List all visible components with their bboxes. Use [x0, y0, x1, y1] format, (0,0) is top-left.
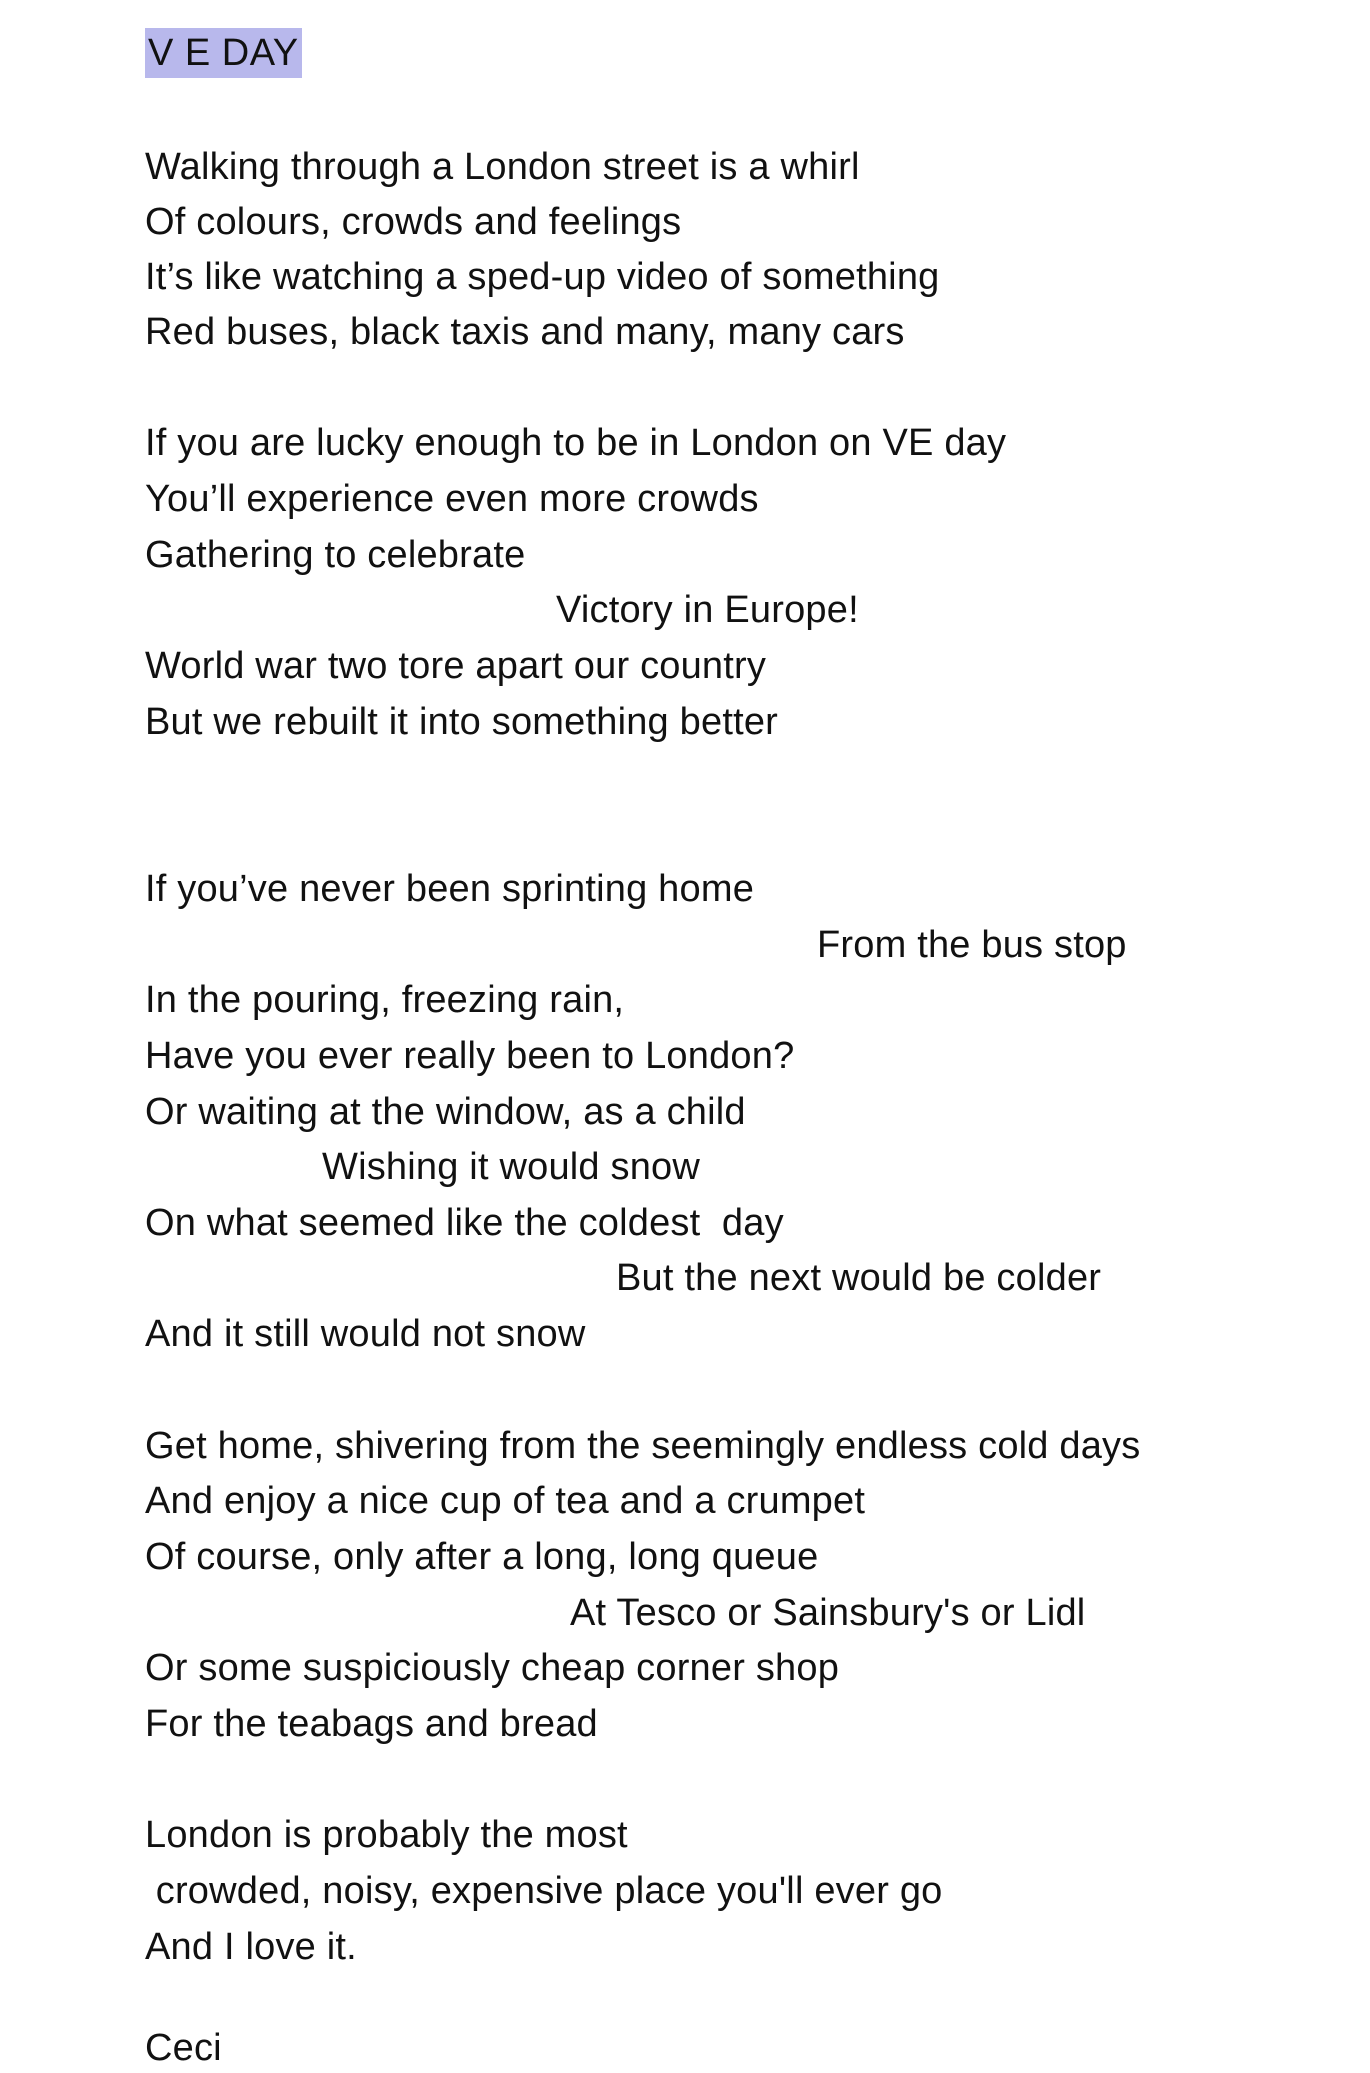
poem-line: Wishing it would snow: [322, 1146, 701, 1188]
poem-title: V E DAY: [145, 28, 302, 78]
poem-line: But the next would be colder: [616, 1257, 1102, 1299]
poem-line: London is probably the most: [145, 1814, 628, 1856]
poem-line: Get home, shivering from the seemingly endless cold days: [145, 1425, 1141, 1467]
poem-line: It’s like watching a sped-up video of something: [145, 256, 940, 298]
poem-line: You’ll experience even more crowds: [145, 478, 759, 520]
poem-line: crowded, noisy, expensive place you'll ever go: [145, 1870, 943, 1912]
poem-line: Or waiting at the window, as a child: [145, 1091, 746, 1133]
poem-line: Victory in Europe!: [556, 589, 859, 631]
poem-line: In the pouring, freezing rain,: [145, 979, 625, 1021]
poem-line: Have you ever really been to London?: [145, 1035, 795, 1077]
poem-line: At Tesco or Sainsbury's or Lidl: [570, 1592, 1086, 1634]
poem-line: But we rebuilt it into something better: [145, 701, 779, 743]
poem-line: World war two tore apart our country: [145, 645, 767, 687]
poem-line: If you’ve never been sprinting home: [145, 868, 755, 910]
poem-line: From the bus stop: [817, 924, 1127, 966]
poem-line: And it still would not snow: [145, 1313, 586, 1355]
poem-author: Ceci: [145, 2027, 222, 2069]
poem-line: And I love it.: [145, 1926, 357, 1968]
poem-line: For the teabags and bread: [145, 1703, 598, 1745]
poem-line: Gathering to celebrate: [145, 534, 526, 576]
poem-line: Or some suspiciously cheap corner shop: [145, 1647, 840, 1689]
poem-line: And enjoy a nice cup of tea and a crumpet: [145, 1480, 866, 1522]
poem-line: If you are lucky enough to be in London on VE day: [145, 422, 1007, 464]
poem-line: On what seemed like the coldest day: [145, 1202, 784, 1244]
poem-line: Of course, only after a long, long queue: [145, 1536, 819, 1578]
poem-line: Walking through a London street is a whirl: [145, 146, 860, 188]
poem-line: Of colours, crowds and feelings: [145, 201, 682, 243]
poem-line: Red buses, black taxis and many, many cars: [145, 311, 905, 353]
